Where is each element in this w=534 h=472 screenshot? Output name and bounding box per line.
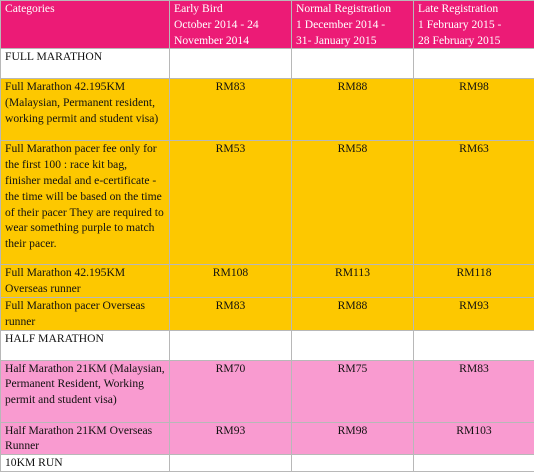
normal-price: RM88 <box>292 79 414 141</box>
category-cell: Half Marathon 21KM (Malaysian, Permanent Resident, Working permit and student visa) <box>1 360 170 422</box>
blank-cell <box>292 49 414 79</box>
blank-cell <box>414 49 534 79</box>
normal-price: RM98 <box>292 422 414 455</box>
section-title-full-marathon: FULL MARATHON <box>1 49 170 79</box>
section-title-half-marathon: HALF MARATHON <box>1 330 170 360</box>
normal-price: RM75 <box>292 360 414 422</box>
header-normal-registration: Normal Registration 1 December 2014 - 31- January 2015 <box>292 1 414 49</box>
section-row-half-marathon <box>1 330 534 360</box>
header-row <box>1 1 534 49</box>
section-row-10km <box>1 455 534 472</box>
late-price: RM103 <box>414 422 534 455</box>
blank-cell <box>170 330 292 360</box>
table-row <box>1 141 534 265</box>
table-row <box>1 360 534 422</box>
category-cell: Full Marathon pacer fee only for the first 100 : race kit bag, finisher medal and e-certificate - the time will be based on the time of their pacer They are required to wear something purple to match their pacer. <box>1 141 170 265</box>
category-cell: Full Marathon 42.195KM Overseas runner <box>1 265 170 298</box>
late-price: RM63 <box>414 141 534 265</box>
late-price: RM83 <box>414 360 534 422</box>
blank-cell <box>292 455 414 472</box>
early-bird-price: RM93 <box>170 422 292 455</box>
category-cell: Full Marathon 42.195KM (Malaysian, Permanent resident, working permit and student visa) <box>1 79 170 141</box>
early-bird-price: RM83 <box>170 79 292 141</box>
section-title-10km: 10KM RUN <box>1 455 170 472</box>
header-early-bird: Early Bird October 2014 - 24 November 2014 <box>170 1 292 49</box>
late-price: RM98 <box>414 79 534 141</box>
blank-cell <box>292 330 414 360</box>
blank-cell <box>414 455 534 472</box>
category-cell: Half Marathon 21KM Overseas Runner <box>1 422 170 455</box>
late-price: RM93 <box>414 297 534 330</box>
table-row <box>1 297 534 330</box>
early-bird-price: RM70 <box>170 360 292 422</box>
header-late-registration: Late Registration 1 February 2015 - 28 February 2015 <box>414 1 534 49</box>
category-cell: Full Marathon pacer Overseas runner <box>1 297 170 330</box>
normal-price: RM88 <box>292 297 414 330</box>
early-bird-price: RM83 <box>170 297 292 330</box>
table-row <box>1 422 534 455</box>
blank-cell <box>170 49 292 79</box>
late-price: RM118 <box>414 265 534 298</box>
blank-cell <box>414 330 534 360</box>
normal-price: RM113 <box>292 265 414 298</box>
early-bird-price: RM53 <box>170 141 292 265</box>
header-categories: Categories <box>1 1 170 49</box>
early-bird-price: RM108 <box>170 265 292 298</box>
table-row <box>1 79 534 141</box>
section-row-full-marathon <box>1 49 534 79</box>
table-row <box>1 265 534 298</box>
blank-cell <box>170 455 292 472</box>
normal-price: RM58 <box>292 141 414 265</box>
